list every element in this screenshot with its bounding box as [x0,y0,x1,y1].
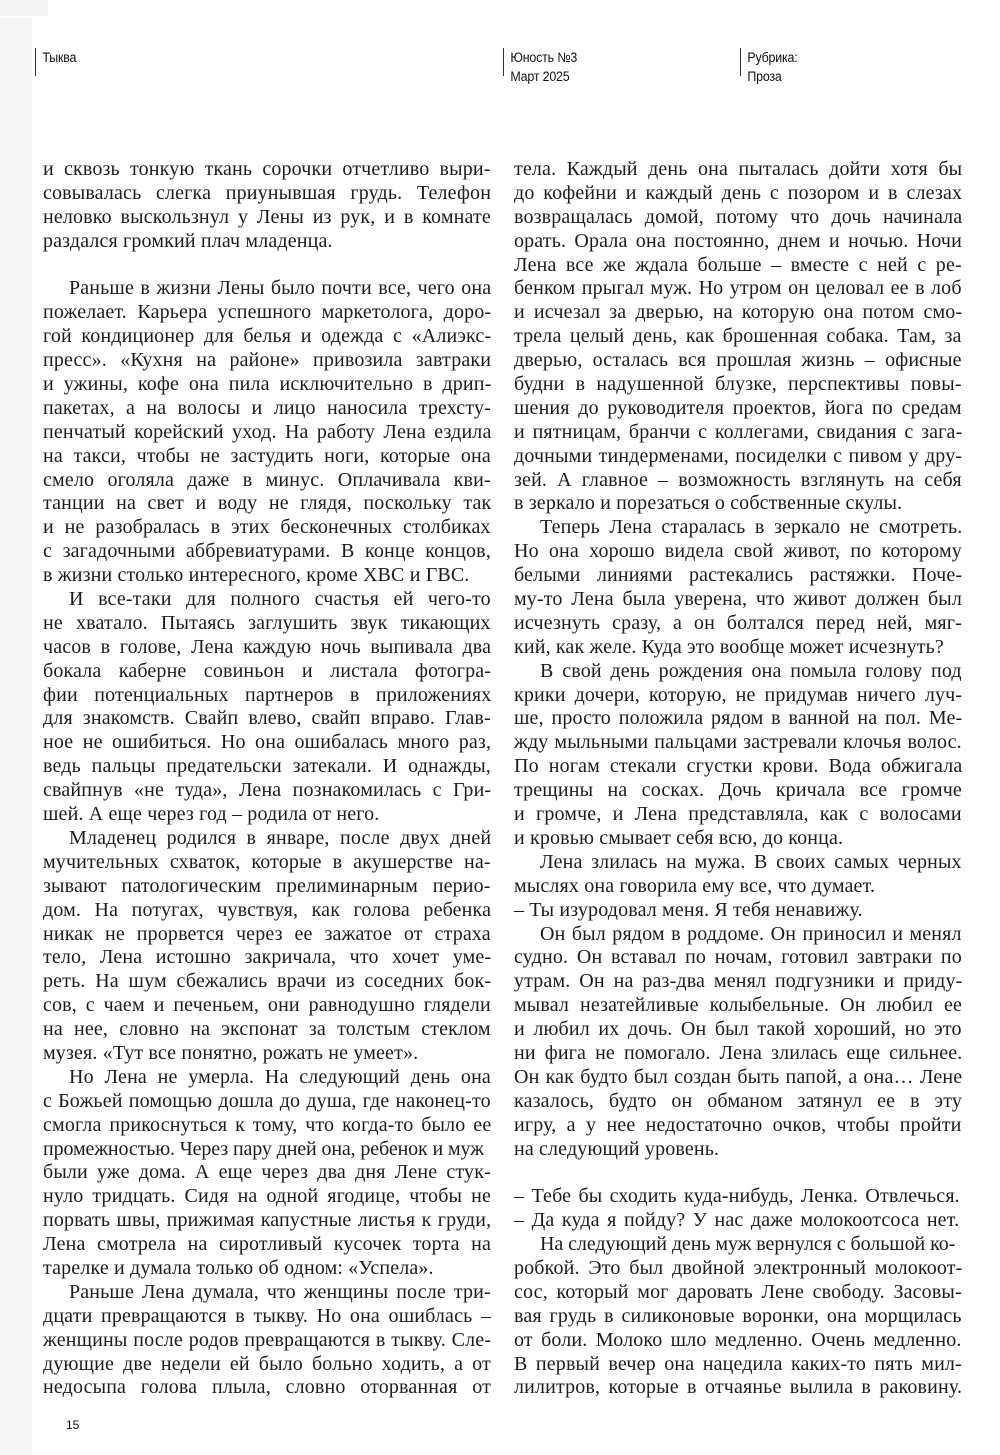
text-line: Но она хорошо видела свой живот, по которому [514,540,962,563]
text-line: свайпнув «не туда», Лена познакомилась с Гри- [43,779,492,802]
text-line: тарелке и думала только об одном: «Успела». [43,1256,434,1279]
text-line: дочными тиндерменами, посиделки с пивом у дру- [514,444,963,467]
text-line: от боли. Молоко шло медленно. Очень медленно. [514,1328,962,1351]
paragraph-gap [514,1161,962,1185]
text-line: Младенец родился в январе, после двух дней [69,826,492,849]
text-line: раздался громкий плач младенца. [43,229,333,252]
text-line: – Тебе бы сходить куда-нибудь, Ленка. Отвлечься. [514,1185,960,1208]
rubric-value: Проза [747,69,782,84]
text-line: гой кондиционер для белья и одежда с «Алиэкс- [43,325,492,348]
text-line: Лена злилась на мужа. В своих самых черных [540,850,962,873]
scan-edge-left [0,18,32,1455]
text-line: тело, Лена истошно закричала, что хочет уме- [43,946,492,969]
text-line: на следующий уровень. [514,1137,720,1160]
text-line: с Божьей помощью дошла до душа, где наконец-то [43,1089,491,1112]
text-line: будни в надушенной блузке, перспективы повы- [514,373,962,396]
text-line: дующие две недели ей было больно ходить, а от [43,1352,491,1375]
header-issue-block [503,48,578,84]
text-line: не хватало. Пытаясь заглушить звук тикающих [43,611,491,634]
text-line: лилитров, которые в отчаянье вылила в раковину. [514,1376,963,1399]
text-line: исчезнуть сразу, а он болтался перед ней, мяг- [514,611,962,634]
paragraph-gap [43,254,491,278]
header-rubric-block [740,48,798,84]
text-line: ведь пальцы предательски затекали. И однажды, [43,755,491,778]
text-line: возвращалась домой, потому что дочь начинала [514,205,963,228]
text-line: и ужины, кофе она пила исключительно в дрип- [43,373,492,396]
text-line: Лена все же ждала больше – вместе с ней с ре- [514,253,962,276]
text-column-right [514,158,962,1400]
text-line: зей. А главное – возможность взглянуть на себя [514,468,962,491]
text-line: шей. А еще через год – родила от него. [43,803,380,826]
header-story-title-block [35,48,76,76]
text-line: мыслях она говорила ему все, что думает. [514,874,876,897]
text-line: сос, который мог даровать Лене свободу. Засовы- [514,1280,962,1303]
text-line: на нее, словно на экспонат за толстым стеклом [43,1018,491,1041]
text-line: фии потенциальных партнеров в приложениях [43,683,492,706]
text-line: тела. Каждый день она пыталась дойти хотя бы [514,158,963,180]
text-line: в жизни столько интересного, кроме ХВС и ГВС. [43,564,470,587]
text-line: ное не ошибиться. Но она ошибалась много раз, [43,731,492,754]
story-title: Тыква [42,50,77,65]
text-line: крики дочери, которую, не придумав ничего луч- [514,683,963,706]
text-line: кий, как желе. Куда это вообще может исчезнуть? [514,635,944,658]
text-line: дверью, осталась вся прошлая жизнь – офисные [514,349,962,372]
text-line: В первый вечер она нацедила каких-то пять мил- [514,1352,962,1375]
text-line: На следующий день муж вернулся с большой ко- [540,1233,956,1256]
text-line: в зеркало и порезаться о собственные скулы. [514,492,903,515]
text-line: и кровью смывает себя всю, до конца. [514,826,844,849]
text-line: сов, с чаем и печеньем, они равнодушно глядели [43,994,491,1017]
text-line: мывал незатейливые колыбельные. Он любил ее [514,994,963,1017]
text-line: были уже дома. А еще через два дня Лене стук- [43,1161,491,1184]
magazine-issue: Юность №3 [510,50,578,65]
text-line: музея. «Тут все понятно, рожать не умеет». [43,1041,419,1064]
text-line: По ногам стекали сгустки крови. Вода обжигала [514,755,963,778]
text-line: пресс». «Кухня на районе» привозила завтраки [43,349,492,372]
text-line: до кофейни и каждый день с позором и в слезах [514,181,963,204]
text-column-left [43,158,491,1400]
text-line: Но Лена не умерла. На следующий день она [69,1065,491,1088]
issue-date: Март 2025 [510,69,570,84]
text-line: пожелает. Карьера успешного маркетолога, доро- [43,301,492,324]
text-line: Он был рядом в роддоме. Он приносил и менял [540,922,962,945]
text-line: Он как будто был создан быть папой, а она… Лене [514,1065,963,1088]
text-line: пенчатый корейский уход. На работу Лена ездила [43,420,492,443]
text-line: и пятницам, бранчи с коллегами, свидания с зага- [514,420,963,443]
text-line: и сквозь тонкую ткань сорочки отчетливо выри- [43,158,491,180]
text-line: бенком прыгал муж. Но утром он целовал ее в лоб [514,277,962,300]
text-line: жду мыльными пальцами застревали клочья волос. [514,731,962,754]
text-line: неловко выскользнул у Лены из рук, и в комнате [43,205,491,228]
text-line: судно. Он вставал по ночам, готовил завтраки по [514,946,962,969]
text-line: и любил их дочь. Он был такой хороший, но это [514,1018,962,1041]
text-line: Теперь Лена старалась в зеркало не смотреть. [540,516,963,539]
text-line: танции на свет и воду не глядя, поскольку так [43,492,492,515]
text-line: дом. На потугах, чувствуя, как голова ребенка [43,898,492,921]
text-line: му-то Лена была уверена, что живот должен был [514,588,963,611]
text-line: игру, а у нее недостаточно очков, чтобы пройти [514,1113,962,1136]
text-line: для знакомств. Свайп влево, свайп вправо. Глав- [43,707,491,730]
text-line: Раньше Лена думала, что женщины после три- [69,1280,491,1303]
text-line: мучительных схваток, которые в акушерстве на- [43,850,491,873]
text-line: робкой. Это был двойной электронный молокоот- [514,1256,963,1279]
text-line: недосыпа голова плыла, словно оторванная от [43,1376,492,1399]
text-line: бокала каберне совиньон и листала фотогра- [43,659,492,682]
text-line: шения до руководителя проектов, йога по средам [514,396,962,419]
text-line: ше, просто положила рядом в ванной на пол. Ме- [514,707,963,730]
text-line: смело оголяла даже в минус. Оплачивала кви- [43,468,491,491]
text-line: женщины после родов превращаются в тыкву. Сле- [43,1328,492,1351]
text-line: порвать швы, прижимая капустные листья к груди, [43,1209,492,1232]
page-number: 15 [66,1418,80,1432]
text-line: реть. На шум сбежались врачи из соседних бок- [43,970,492,993]
rubric-label: Рубрика: [747,50,798,65]
text-line: белыми линиями растекались растяжки. Поче- [514,564,963,587]
text-line: зывают патологическим прелиминарным перио- [43,874,491,897]
text-line: вая грудь в силиконовые воронки, она морщилась [514,1304,962,1327]
text-line: В свой день рождения она помыла голову под [540,659,962,682]
text-line: промежностью. Через пару дней она, ребенок и муж [43,1137,484,1160]
text-line: смогла прикоснуться к тому, что когда-то было ее [43,1113,492,1136]
text-line: никак не прорвется через ее зажатое от страха [43,922,491,945]
text-line: И все-таки для полного счастья ей чего-то [69,588,491,611]
text-line: утрам. Он на раз-два менял подгузники и приду- [514,970,963,993]
text-line: Лена смотрела на сиротливый кусочек торта на [43,1233,491,1256]
text-line: ни фига не помогало. Лена злилась еще сильнее. [514,1041,963,1064]
text-line: орать. Орала она постоянно, днем и ночью. Ночи [514,229,962,252]
text-line: и громче, и Лена представляла, как с волосами [514,803,962,826]
text-line: пакетах, а на волосы и лицо наносила трехсту- [43,396,491,419]
text-line: – Ты изуродовал меня. Я тебя ненавижу. [514,898,863,921]
text-line: дцати превращаются в тыкву. Но она ошиблась – [43,1304,492,1327]
text-line: трещины на сосках. Дочь кричала все громче [514,779,962,802]
text-line: – Да куда я пойду? У нас даже молокоотсоса нет. [514,1209,960,1232]
text-line: и исчезал за дверью, на которую она потом смо- [514,301,963,324]
text-line: совывалась слегка приунывшая грудь. Телефон [43,181,492,204]
text-line: нуло тридцать. Сидя на одной ягодице, чтобы не [43,1185,492,1208]
text-line: трела целый день, как брошенная собака. Там, за [514,325,962,348]
text-line: с загадочными аббревиатурами. В конце концов, [43,540,491,563]
text-line: на такси, чтобы не застудить ноги, которые она [43,444,491,467]
text-line: часов в голове, Лена каждую ночь выпивала два [43,635,492,658]
text-line: казалось, будто он обманом затянул ее в эту [514,1089,963,1112]
scan-edge-top [0,0,48,16]
text-line: и не разобралась в этих бесконечных столбиках [43,516,491,539]
text-line: Раньше в жизни Лены было почти все, чего она [69,277,492,300]
